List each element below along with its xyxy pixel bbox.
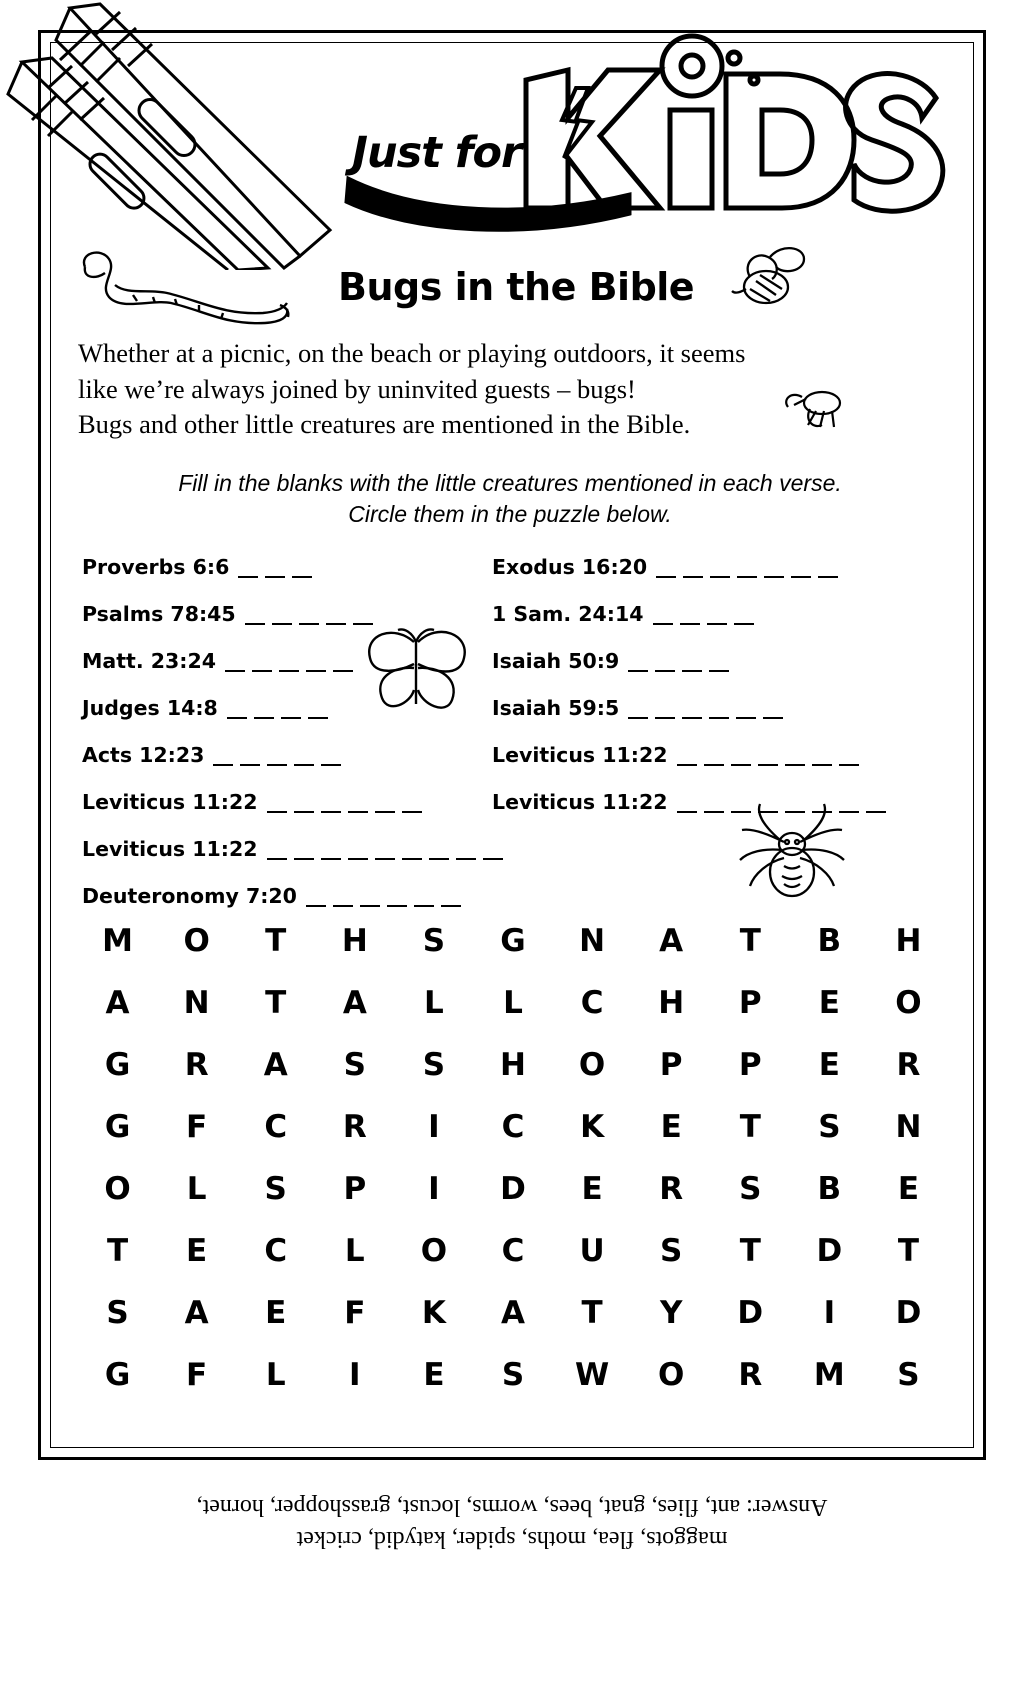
grid-cell[interactable]: I — [349, 1357, 361, 1393]
grid-cell[interactable]: T — [739, 1109, 761, 1145]
answer-blank[interactable] — [254, 717, 274, 719]
grid-cell[interactable]: A — [659, 923, 684, 959]
answer-blank[interactable] — [279, 670, 299, 672]
grid-cell[interactable]: G — [104, 1109, 131, 1145]
answer-blank-field[interactable] — [267, 811, 422, 816]
answer-blank[interactable] — [763, 717, 783, 719]
answer-blank[interactable] — [306, 670, 326, 672]
answer-blank[interactable] — [655, 670, 675, 672]
grid-cell[interactable]: D — [816, 1233, 843, 1269]
answer-blank[interactable] — [333, 905, 353, 907]
grid-cell[interactable]: S — [501, 1357, 525, 1393]
grid-cell[interactable]: H — [341, 923, 368, 959]
answer-blank[interactable] — [429, 858, 449, 860]
grid-cell[interactable]: R — [896, 1047, 921, 1083]
verse-reference: Leviticus 11:22 — [492, 743, 668, 767]
answer-blank-field[interactable] — [227, 717, 328, 722]
grid-cell[interactable]: K — [421, 1295, 446, 1331]
grid-cell[interactable]: E — [581, 1171, 603, 1207]
grid-cell[interactable]: D — [737, 1295, 764, 1331]
verse-reference: Leviticus 11:22 — [82, 790, 258, 814]
grid-cell[interactable]: B — [817, 923, 842, 959]
answer-blank-field[interactable] — [225, 670, 353, 675]
grid-cell[interactable]: I — [428, 1171, 440, 1207]
answer-blank[interactable] — [456, 858, 476, 860]
verse-reference: Psalms 78:45 — [82, 602, 236, 626]
grid-cell[interactable]: T — [739, 923, 761, 959]
answer-blank[interactable] — [402, 811, 422, 813]
grid-cell[interactable]: F — [344, 1295, 366, 1331]
grid-cell[interactable]: L — [424, 985, 444, 1021]
grid-cell[interactable]: S — [106, 1295, 129, 1331]
verse-row — [82, 863, 482, 910]
answer-blank[interactable] — [785, 764, 805, 766]
answer-blank[interactable] — [414, 905, 434, 907]
answer-blank[interactable] — [299, 623, 319, 625]
verse-row — [82, 769, 482, 816]
grid-cell[interactable]: N — [895, 1109, 922, 1145]
answer-blank-field[interactable] — [267, 858, 503, 863]
answer-blank[interactable] — [294, 858, 314, 860]
instructions — [110, 468, 910, 529]
answer-blank[interactable] — [736, 717, 756, 719]
grid-cell[interactable]: T — [581, 1295, 603, 1331]
answer-blank[interactable] — [839, 764, 859, 766]
answer-blank[interactable] — [682, 670, 702, 672]
grid-cell[interactable]: U — [579, 1233, 605, 1269]
grid-cell[interactable]: C — [501, 1233, 525, 1269]
answer-blank-field[interactable] — [628, 717, 783, 722]
grid-cell[interactable]: I — [823, 1295, 836, 1331]
grid-cell[interactable]: D — [895, 1295, 922, 1331]
answer-blank[interactable] — [680, 623, 700, 625]
grid-cell[interactable]: C — [264, 1233, 288, 1269]
grid-cell[interactable]: R — [659, 1171, 684, 1207]
grid-cell[interactable]: L — [503, 985, 523, 1021]
answer-blank[interactable] — [764, 576, 784, 578]
verse-reference: Judges 14:8 — [82, 696, 218, 720]
verse-row — [82, 534, 482, 581]
verse-row — [492, 581, 932, 628]
grid-cell[interactable]: O — [183, 923, 210, 959]
grid-cell[interactable]: T — [897, 1233, 920, 1269]
grid-cell[interactable]: C — [264, 1109, 288, 1145]
answer-blank-field[interactable] — [628, 670, 729, 675]
answer-blank[interactable] — [812, 811, 832, 813]
answer-blank[interactable] — [375, 858, 395, 860]
intro-paragraph-1: Whether at a picnic, on the beach or playing outdoors, it seems like we’re always joined by uninvited guests – bugs! — [78, 338, 746, 404]
grid-cell[interactable]: H — [500, 1047, 526, 1083]
grid-cell[interactable]: S — [343, 1047, 366, 1083]
grid-cell[interactable]: F — [186, 1109, 208, 1145]
grid-cell[interactable]: N — [579, 923, 606, 959]
grid-cell[interactable]: O — [578, 1047, 606, 1083]
answer-blank[interactable] — [321, 858, 341, 860]
verse-list-left — [82, 534, 482, 910]
grid-cell[interactable]: E — [660, 1109, 682, 1145]
grid-cell[interactable]: T — [265, 985, 287, 1021]
grid-cell[interactable]: D — [500, 1171, 526, 1207]
verse-row — [82, 675, 482, 722]
answer-blank[interactable] — [656, 576, 676, 578]
grid-cell[interactable]: P — [738, 985, 762, 1021]
verse-row — [492, 769, 932, 816]
verse-reference: Isaiah 59:5 — [492, 696, 620, 720]
answer-blank[interactable] — [704, 811, 724, 813]
answer-blank[interactable] — [737, 576, 757, 578]
answer-blank[interactable] — [308, 717, 328, 719]
answer-blank[interactable] — [731, 811, 751, 813]
grid-cell[interactable]: L — [186, 1171, 207, 1207]
verse-reference: Proverbs 6:6 — [82, 555, 230, 579]
answer-blank[interactable] — [225, 670, 245, 672]
answer-blank[interactable] — [238, 576, 258, 578]
grid-cell[interactable]: E — [265, 1295, 287, 1331]
answer-blank-field[interactable] — [245, 623, 373, 628]
answer-blank[interactable] — [348, 858, 368, 860]
answer-blank[interactable] — [839, 811, 859, 813]
verse-list-right — [492, 534, 932, 816]
intro-text — [78, 336, 768, 443]
grid-cell[interactable]: K — [580, 1109, 605, 1145]
answer-blank[interactable] — [281, 717, 301, 719]
grid-cell[interactable]: T — [106, 1233, 129, 1269]
verse-row — [492, 534, 932, 581]
answer-blank-field[interactable] — [213, 764, 341, 769]
answer-blank[interactable] — [326, 623, 346, 625]
verse-row — [82, 722, 482, 769]
answer-blank[interactable] — [758, 764, 778, 766]
grid-cell[interactable]: O — [420, 1233, 448, 1269]
grid-cell[interactable]: L — [344, 1233, 365, 1269]
answer-blank[interactable] — [267, 764, 287, 766]
answer-blank-field[interactable] — [653, 623, 754, 628]
answer-blank[interactable] — [387, 905, 407, 907]
answer-blank[interactable] — [348, 811, 368, 813]
answer-blank[interactable] — [353, 623, 373, 625]
grid-cell[interactable]: T — [265, 923, 287, 959]
grid-cell[interactable]: L — [265, 1357, 286, 1393]
verse-row — [492, 628, 932, 675]
just-for-text: Just for — [352, 128, 522, 178]
grid-cell[interactable]: A — [342, 985, 367, 1021]
grid-cell[interactable]: A — [263, 1047, 288, 1083]
grid-cell[interactable]: G — [500, 923, 526, 959]
grid-cell[interactable]: O — [104, 1171, 131, 1207]
answer-blank[interactable] — [252, 670, 272, 672]
grid-cell[interactable]: N — [183, 985, 210, 1021]
answer-blank-field[interactable] — [677, 811, 886, 816]
page-title: Bugs in the Bible — [338, 265, 695, 309]
answer-blank[interactable] — [265, 576, 285, 578]
answer-blank[interactable] — [785, 811, 805, 813]
grid-cell[interactable]: P — [738, 1047, 762, 1083]
verse-row — [82, 816, 482, 863]
grid-cell[interactable]: A — [184, 1295, 209, 1331]
answer-blank-field[interactable] — [238, 576, 312, 581]
grid-cell[interactable]: G — [104, 1047, 131, 1083]
answer-blank[interactable] — [653, 623, 673, 625]
grid-cell[interactable]: F — [186, 1357, 208, 1393]
grid-cell[interactable]: P — [659, 1047, 683, 1083]
answer-blank[interactable] — [677, 811, 697, 813]
grid-cell[interactable]: A — [105, 985, 130, 1021]
grid-cell[interactable]: E — [186, 1233, 208, 1269]
verse-row — [82, 628, 482, 675]
answer-blank[interactable] — [213, 764, 233, 766]
answer-key — [0, 1490, 1024, 1555]
grid-cell[interactable]: B — [817, 1171, 842, 1207]
grid-cell[interactable]: C — [580, 985, 604, 1021]
verse-reference: Leviticus 11:22 — [492, 790, 668, 814]
answer-blank[interactable] — [709, 670, 729, 672]
grid-cell[interactable]: O — [895, 985, 922, 1021]
grid-cell[interactable]: R — [184, 1047, 209, 1083]
answer-blank[interactable] — [866, 811, 886, 813]
answer-line-2: maggots, flea, moths, spider, katydid, cricket — [296, 1525, 728, 1552]
answer-blank[interactable] — [240, 764, 260, 766]
grid-cell[interactable]: T — [739, 1233, 761, 1269]
grid-cell[interactable]: R — [342, 1109, 367, 1145]
answer-blank[interactable] — [294, 811, 314, 813]
verse-reference: Acts 12:23 — [82, 743, 205, 767]
grid-cell[interactable]: R — [738, 1357, 763, 1393]
answer-blank[interactable] — [628, 670, 648, 672]
verse-reference: 1 Sam. 24:14 — [492, 602, 644, 626]
grid-cell[interactable]: H — [895, 923, 922, 959]
answer-blank[interactable] — [267, 811, 287, 813]
grid-cell[interactable]: S — [264, 1171, 287, 1207]
answer-blank[interactable] — [704, 764, 724, 766]
answer-blank[interactable] — [707, 623, 727, 625]
instructions-line-2: Circle them in the puzzle below. — [348, 500, 672, 527]
grid-cell[interactable]: E — [818, 985, 840, 1021]
answer-blank[interactable] — [306, 905, 326, 907]
answer-blank[interactable] — [292, 576, 312, 578]
grid-cell[interactable]: S — [897, 1357, 920, 1393]
answer-blank[interactable] — [227, 717, 247, 719]
grid-cell[interactable]: A — [500, 1295, 525, 1331]
grid-cell[interactable]: P — [343, 1171, 367, 1207]
answer-blank[interactable] — [272, 623, 292, 625]
answer-blank[interactable] — [709, 717, 729, 719]
instructions-line-1: Fill in the blanks with the little creatures mentioned in each verse. — [178, 470, 842, 496]
answer-line-1: Answer: ant, flies, gnat, bees, worms, locust, grasshopper, hornet, — [196, 1493, 828, 1520]
grid-cell[interactable]: E — [423, 1357, 445, 1393]
grid-cell[interactable]: S — [739, 1171, 762, 1207]
grid-cell[interactable]: Y — [659, 1295, 683, 1331]
answer-blank[interactable] — [818, 576, 838, 578]
answer-blank[interactable] — [375, 811, 395, 813]
grid-cell[interactable]: S — [422, 923, 446, 959]
answer-blank[interactable] — [294, 764, 314, 766]
verse-reference: Matt. 23:24 — [82, 649, 217, 673]
answer-blank[interactable] — [677, 764, 697, 766]
grid-cell[interactable]: S — [818, 1109, 841, 1145]
grid-cell[interactable]: G — [104, 1357, 131, 1393]
grid-cell[interactable]: E — [897, 1171, 920, 1207]
answer-blank[interactable] — [683, 576, 703, 578]
grid-cell[interactable]: S — [422, 1047, 446, 1083]
answer-blank[interactable] — [483, 858, 503, 860]
verse-row — [82, 581, 482, 628]
answer-blank[interactable] — [710, 576, 730, 578]
verse-reference: Deuteronomy 7:20 — [82, 884, 297, 908]
intro-paragraph-2: Bugs and other little creatures are mentioned in the Bible. — [78, 409, 691, 439]
answer-blank[interactable] — [734, 623, 754, 625]
answer-blank[interactable] — [628, 717, 648, 719]
answer-blank[interactable] — [682, 717, 702, 719]
grid-cell[interactable]: O — [657, 1357, 685, 1393]
answer-blank-field[interactable] — [677, 764, 859, 769]
answer-blank[interactable] — [321, 764, 341, 766]
verse-row — [492, 675, 932, 722]
answer-blank[interactable] — [245, 623, 265, 625]
word-search-grid — [78, 910, 948, 1406]
grid-cell[interactable]: E — [818, 1047, 840, 1083]
grid-cell[interactable]: H — [658, 985, 685, 1021]
grid-cell[interactable]: M — [102, 923, 133, 959]
verse-reference: Exodus 16:20 — [492, 555, 648, 579]
answer-blank[interactable] — [360, 905, 380, 907]
answer-blank[interactable] — [812, 764, 832, 766]
answer-blank[interactable] — [267, 858, 287, 860]
answer-blank[interactable] — [441, 905, 461, 907]
answer-blank[interactable] — [758, 811, 778, 813]
answer-blank-field[interactable] — [656, 576, 838, 581]
answer-blank[interactable] — [655, 717, 675, 719]
answer-blank[interactable] — [791, 576, 811, 578]
answer-blank[interactable] — [402, 858, 422, 860]
verse-reference: Leviticus 11:22 — [82, 837, 258, 861]
grid-cell[interactable]: C — [501, 1109, 525, 1145]
verse-reference: Isaiah 50:9 — [492, 649, 620, 673]
grid-cell[interactable]: M — [813, 1357, 845, 1393]
grid-cell[interactable]: W — [574, 1357, 610, 1393]
answer-blank[interactable] — [333, 670, 353, 672]
grid-cell[interactable]: S — [660, 1233, 683, 1269]
grid-cell[interactable]: I — [428, 1109, 440, 1145]
verse-row — [492, 722, 932, 769]
answer-blank[interactable] — [321, 811, 341, 813]
answer-blank[interactable] — [731, 764, 751, 766]
